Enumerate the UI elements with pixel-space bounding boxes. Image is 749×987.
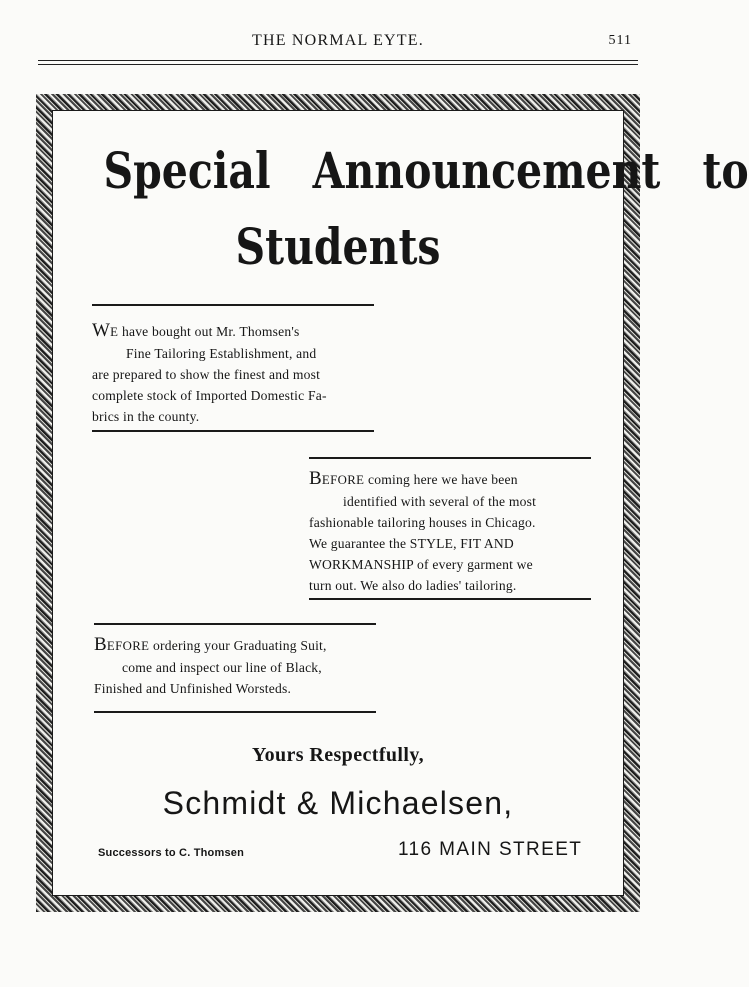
divider-rule xyxy=(94,711,376,713)
paragraph-line xyxy=(309,469,591,491)
paragraph-line: come and inspect our line of Black, xyxy=(122,660,322,675)
paragraph-graduating-suit xyxy=(94,635,376,699)
divider-rule xyxy=(94,623,376,625)
paragraph-tailoring-establishment xyxy=(92,321,374,427)
header-rule-bottom xyxy=(38,64,638,65)
paragraph-line: complete stock of Imported Domestic Fa- xyxy=(92,388,327,403)
lead-word: EFORE xyxy=(106,639,150,653)
firm-name: Schmidt & Michaelsen, xyxy=(162,785,514,821)
street-address: 116 MAIN STREET xyxy=(398,839,583,860)
headline-line-1: Special Announcement to xyxy=(103,141,749,200)
paragraph-text: ordering your Graduating Suit, xyxy=(149,638,327,653)
page-number: 511 xyxy=(608,33,632,48)
paragraph-line: identified with several of the most xyxy=(343,494,537,509)
paragraph-line xyxy=(94,635,376,657)
paragraph-text: coming here we have been xyxy=(364,472,518,487)
paragraph-line: fashionable tailoring houses in Chicago. xyxy=(309,515,536,530)
divider-rule xyxy=(92,430,374,432)
paragraph-line: are prepared to show the finest and most xyxy=(92,367,321,382)
paragraph-line: WORKMANSHIP of every garment we xyxy=(309,557,533,572)
closing-salutation: Yours Respectfully, xyxy=(251,744,425,766)
headline-line-2: Students xyxy=(235,217,441,276)
divider-rule xyxy=(309,598,591,600)
running-header xyxy=(38,30,638,56)
paragraph-line: Fine Tailoring Establishment, and xyxy=(126,346,317,361)
lead-word: EFORE xyxy=(321,473,365,487)
paragraph-line: turn out. We also do ladies' tailoring. xyxy=(309,578,517,593)
paragraph-line: Finished and Unfinished Worsteds. xyxy=(94,681,292,696)
drop-initial: B xyxy=(309,468,322,489)
journal-title: THE NORMAL EYTE. xyxy=(252,32,424,49)
paragraph-line xyxy=(92,321,374,343)
header-rule-top xyxy=(38,60,638,61)
paragraph-text: have bought out Mr. Thomsen's xyxy=(118,324,300,339)
drop-initial: B xyxy=(94,634,107,655)
paragraph-line: We guarantee the STYLE, FIT AND xyxy=(309,536,514,551)
paragraph-line: brics in the county. xyxy=(92,409,200,424)
lead-word: E xyxy=(110,325,119,339)
drop-initial: W xyxy=(92,320,111,341)
divider-rule xyxy=(92,304,374,306)
divider-rule xyxy=(309,457,591,459)
paragraph-chicago-experience xyxy=(309,469,591,596)
successors-note: Successors to C. Thomsen xyxy=(98,847,245,859)
